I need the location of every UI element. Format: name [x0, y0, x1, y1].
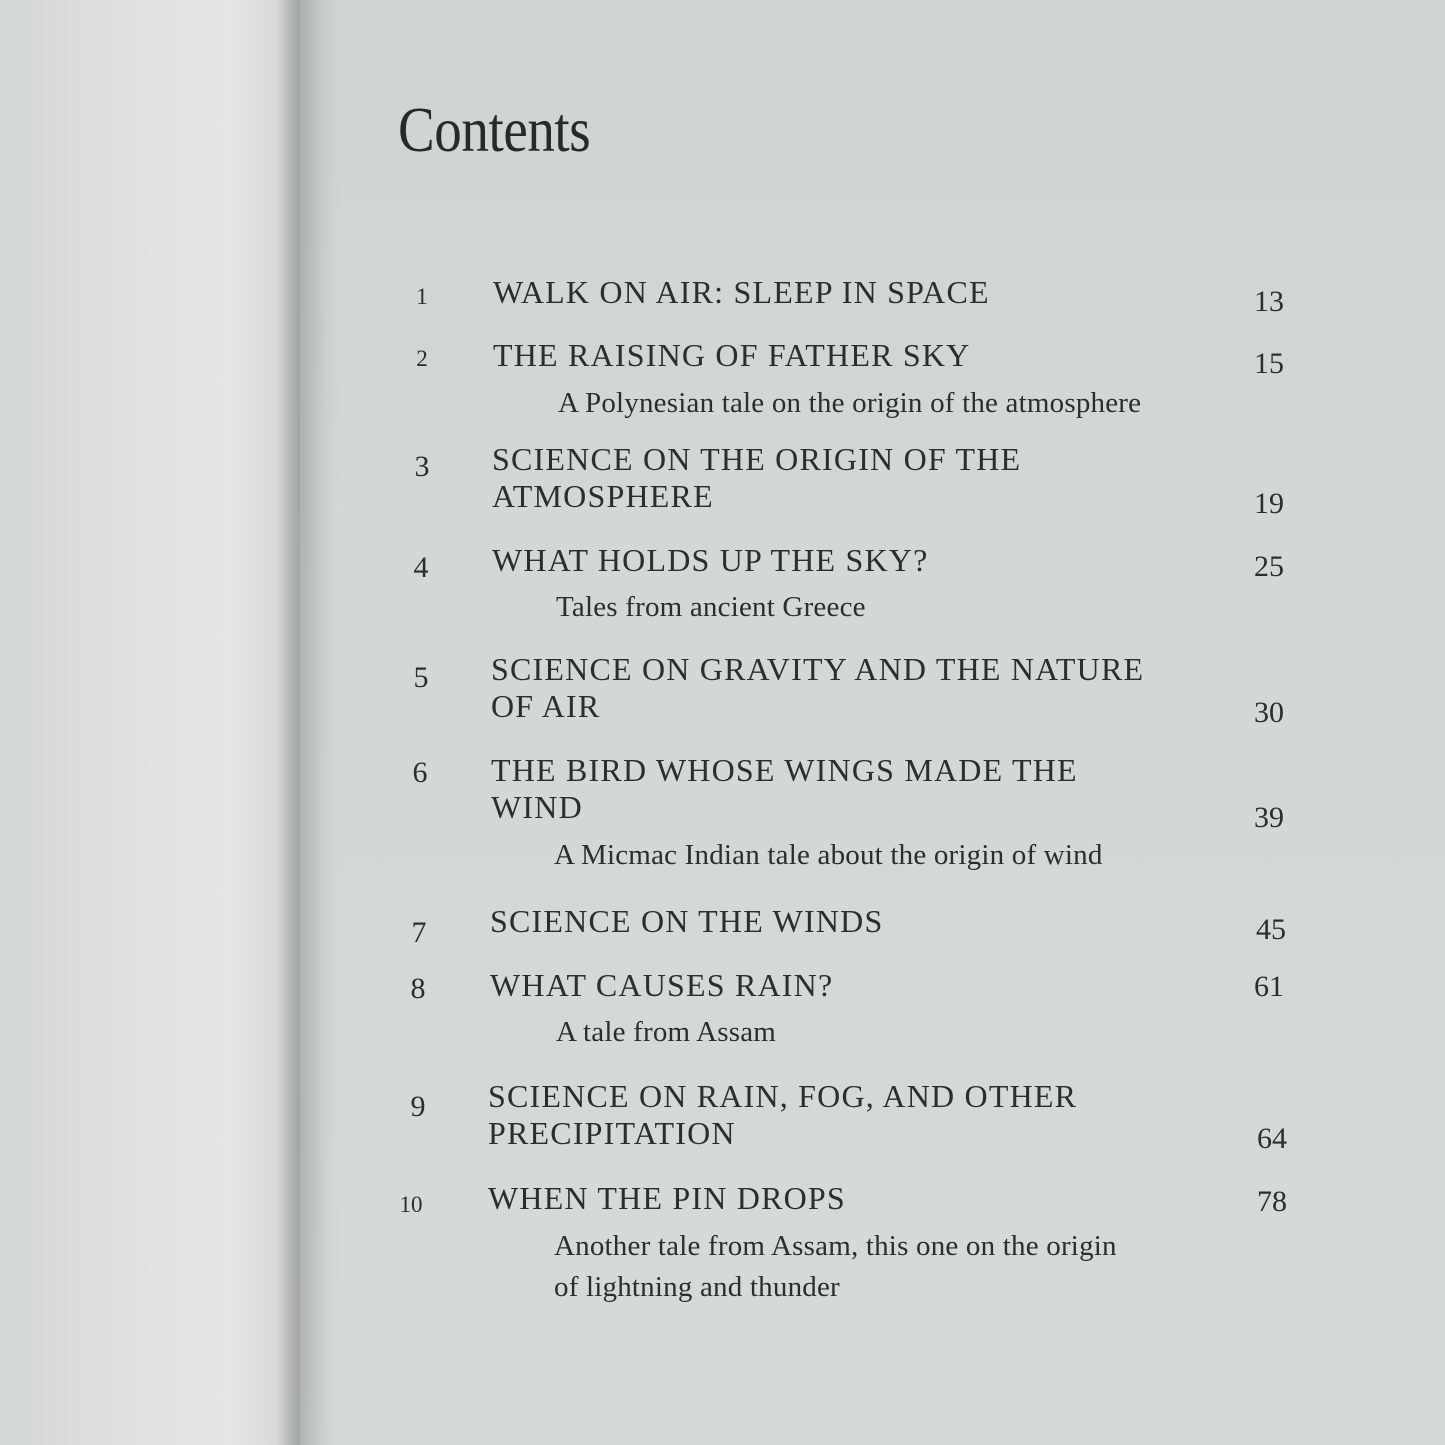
- page-title: Contents: [398, 94, 591, 165]
- page-number: 64: [1257, 1122, 1287, 1155]
- chapter-number: 9: [410, 1090, 426, 1123]
- page-number: 39: [1254, 801, 1284, 834]
- chapter-number: 4: [413, 551, 429, 584]
- chapter-number: 8: [410, 972, 426, 1005]
- page-number: 15: [1254, 347, 1284, 380]
- chapter-title: WHAT HOLDS UP THE SKY?: [492, 542, 929, 578]
- page-number: 30: [1254, 696, 1284, 729]
- chapter-number: 2: [416, 346, 428, 371]
- page-number: 13: [1254, 285, 1284, 318]
- chapter-title: WHEN THE PIN DROPS: [488, 1180, 846, 1216]
- chapter-title: SCIENCE ON THE WINDS: [490, 903, 884, 939]
- chapter-number: 6: [412, 756, 428, 789]
- chapter-title: WALK ON AIR: SLEEP IN SPACE: [493, 274, 990, 310]
- chapter-subtitle: A Polynesian tale on the origin of the atmosphere: [558, 387, 1142, 419]
- chapter-title: SCIENCE ON RAIN, FOG, AND OTHER PRECIPITATION: [488, 1078, 1078, 1151]
- chapter-number: 5: [413, 661, 429, 694]
- chapter-subtitle: A Micmac Indian tale about the origin of wind: [554, 839, 1103, 871]
- chapter-title: SCIENCE ON GRAVITY AND THE NATURE OF AIR: [491, 651, 1145, 724]
- page-number: 61: [1254, 970, 1284, 1003]
- chapter-title: SCIENCE ON THE ORIGIN OF THE ATMOSPHERE: [492, 441, 1022, 514]
- chapter-subtitle: Tales from ancient Greece: [556, 591, 866, 623]
- chapter-title: THE BIRD WHOSE WINGS MADE THE WIND: [491, 752, 1078, 825]
- page-number: 25: [1254, 550, 1284, 583]
- chapter-title: WHAT CAUSES RAIN?: [490, 967, 834, 1003]
- chapter-title: THE RAISING OF FATHER SKY: [493, 337, 971, 373]
- chapter-subtitle: Another tale from Assam, this one on the origin of lightning and thunder: [554, 1230, 1117, 1303]
- page-number: 45: [1256, 913, 1286, 946]
- chapter-number: 7: [411, 916, 427, 949]
- chapter-subtitle: A tale from Assam: [556, 1016, 777, 1048]
- page-number: 78: [1257, 1185, 1287, 1218]
- chapter-number: 1: [416, 284, 428, 309]
- chapter-number: 3: [414, 450, 430, 483]
- chapter-number: 10: [399, 1192, 423, 1217]
- page-number: 19: [1254, 487, 1284, 520]
